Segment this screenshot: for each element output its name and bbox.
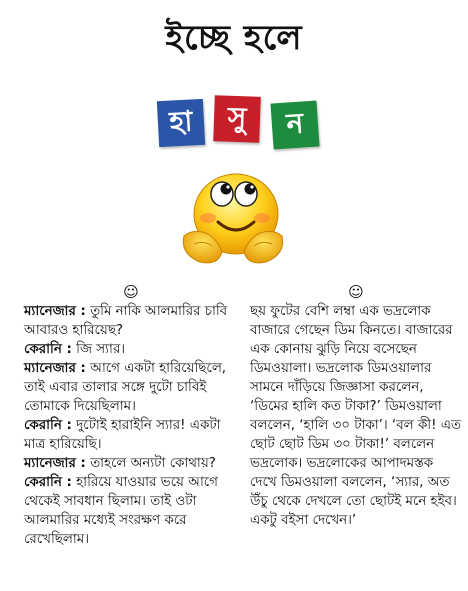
tile-na — [270, 100, 319, 149]
smiley-icon-left: ☺ — [123, 283, 139, 301]
tile-su-label: সু — [227, 100, 247, 134]
dialogue-text: হারিয়ে যাওয়ার ভয়ে আগে থেকেই সাবধান ছিলাম। তাই ওটা আলমারির মধ্যেই সংরক্ষণ করে রেখেছিলাম। — [24, 475, 218, 547]
dialogue-line — [24, 473, 238, 549]
dialogue-line — [24, 340, 238, 359]
speaker-name: ম্যানেজার : — [24, 456, 86, 471]
speaker-name: ম্যানেজার : — [24, 304, 86, 319]
dialogue-text: তুমি নাকি আলমারির চাবি আবারও হারিয়েছ? — [24, 304, 228, 338]
speaker-name: কেরানি : — [24, 475, 72, 490]
page-title: ইচ্ছে হলে — [165, 18, 303, 58]
tile-su — [213, 95, 261, 143]
thinking-smiley-icon — [178, 170, 288, 268]
dialogue-line — [24, 416, 238, 454]
speaker-name: কেরানি : — [24, 418, 72, 433]
tile-ha-label: হা — [168, 103, 194, 139]
speaker-name: ম্যানেজার : — [24, 361, 86, 376]
dialogue-line — [24, 454, 238, 473]
dialogue-line — [24, 359, 238, 416]
tile-na-label: ন — [285, 105, 305, 141]
joke-left — [24, 284, 238, 549]
joke-right — [250, 284, 462, 530]
tile-ha — [157, 99, 205, 147]
dialogue-text: তাহলে অন্যটা কোথায়? — [85, 456, 216, 471]
speaker-name: কেরানি : — [24, 342, 72, 357]
dialogue-text: দুটোই হারাইনি স্যার! একটা মাত্র হারিয়েছি। — [24, 418, 221, 452]
dialogue-text: জি স্যার। — [71, 342, 125, 357]
joke-text: ছয় ফুটের বেশি লম্বা এক ভদ্রলোক বাজারে গেছেন ডিম কিনতে। বাজারের এক কোনায় ঝুড়ি নিয়ে বসেছেন ডিমওয়ালা। ভদ্রলোক ডিমওয়ালার সামনে দাঁড়িয়ে জিজ্ঞাসা করলেন, ‘ডিমের হালি কত টাকা?’ ডিমওয়ালা বললেন, ‘হালি ৩০ টাকা’। ‘বল কী! এত ছোট ছোট ডিম ৩০ টাকা!’ বললেন ভদ্রলোক। ভদ্রলোকের আপাদমস্তক দেখে ডিমওয়ালা বললেন, ‘স্যার, অত উঁচু থেকে দেখলে তো ছোটই মনে হইব। একটু বইসা দেখেন।’ — [250, 304, 461, 528]
dialogue-line — [24, 302, 238, 340]
title-tiles — [0, 96, 468, 152]
smiley-icon-right: ☺ — [348, 283, 364, 301]
dialogue-text: আগে একটা হারিয়েছিলে, তাই এবার তালার সঙ্গে দুটো চাবিই তোমাকে দিয়েছিলাম। — [24, 361, 227, 414]
